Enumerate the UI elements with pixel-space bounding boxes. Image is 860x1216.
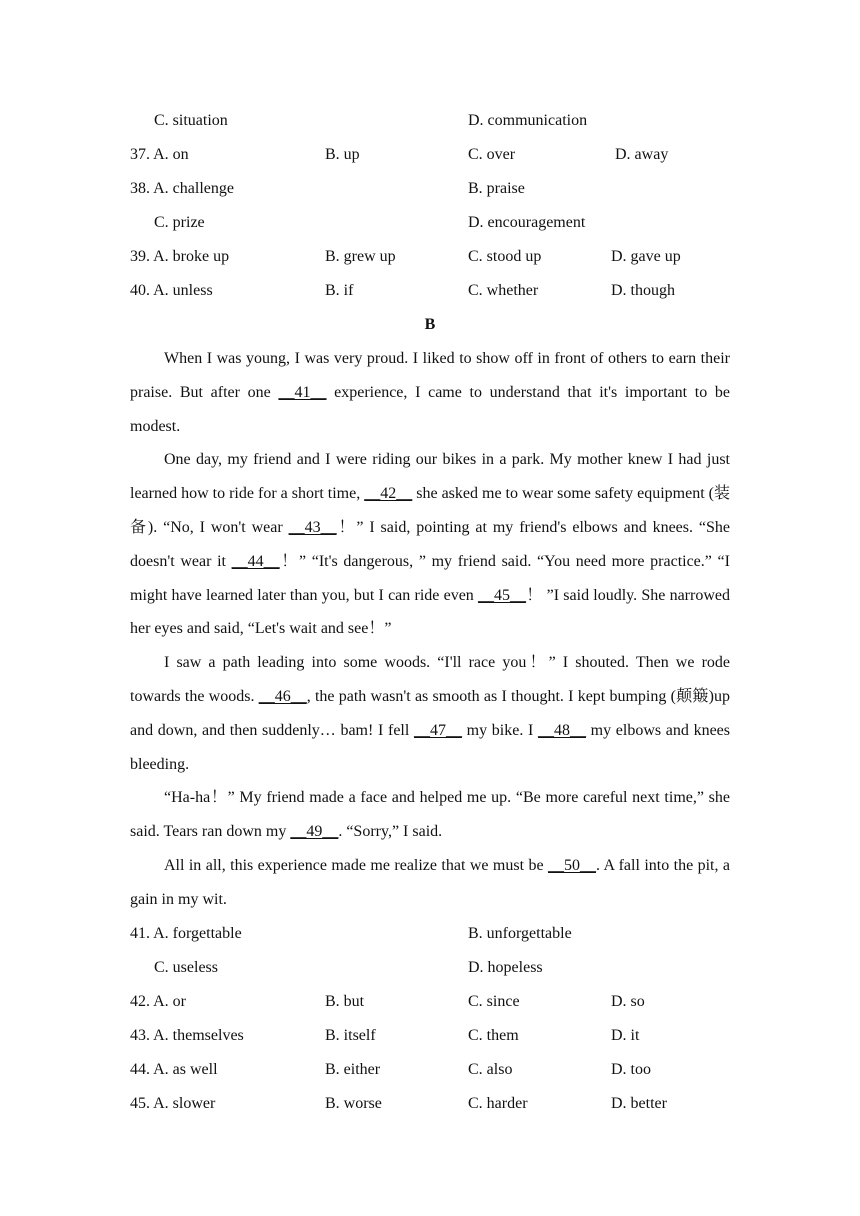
passage-paragraph-4 [130, 781, 730, 849]
answer-option: D. hopeless [468, 958, 543, 976]
answer-option: B. either [325, 1060, 381, 1078]
passage-text: One day, my friend and I were riding our bikes in a park. My mother knew I had just learned how to ride for a short time, [130, 451, 730, 503]
answer-option: C. since [468, 992, 520, 1010]
option-row [130, 1019, 730, 1053]
blank-43: __43__ [288, 518, 337, 536]
option-row [130, 240, 730, 274]
answer-option: B. up [325, 146, 360, 163]
option-row [130, 1053, 730, 1087]
passage-text: , the path wasn't as smooth as I thought. I kept bumping (颠簸)up and down, and then suddenly… bam! I fell [130, 687, 730, 739]
blank-47: __47__ [413, 721, 462, 739]
passage-text: I saw a path leading into some woods. “I'll race you！” I shouted. Then we rode towards the woods. [130, 654, 730, 705]
answer-option: 43. A. themselves [130, 1026, 244, 1044]
answer-option: B. grew up [325, 248, 396, 265]
option-row [130, 206, 730, 240]
answer-option: D. though [611, 282, 675, 299]
option-row [130, 138, 730, 172]
passage-text: . “Sorry,” I said. [338, 823, 443, 841]
passage-text: ！” I said, pointing at my friend's elbows and knees. “She doesn't wear it [130, 518, 730, 570]
passage-paragraph-2 [130, 443, 730, 646]
options-bottom-group [130, 917, 730, 1121]
answer-option: 44. A. as well [130, 1060, 218, 1078]
answer-option: C. over [468, 146, 516, 163]
answer-option: D. better [611, 1094, 667, 1112]
answer-option: C. prize [154, 214, 205, 231]
answer-option: D. communication [468, 112, 588, 129]
answer-option: C. whether [468, 282, 539, 299]
answer-option: B. if [325, 282, 354, 299]
answer-option: C. useless [154, 958, 218, 976]
blank-44: __44__ [231, 552, 280, 570]
answer-option: D. encouragement [468, 214, 586, 231]
option-row [130, 274, 730, 308]
blank-41: __41__ [278, 383, 327, 401]
passage-paragraph-1 [130, 342, 730, 443]
blank-42: __42__ [364, 485, 413, 503]
passage-text: she asked me to wear some safety equipment (装备). “No, I won't wear [130, 485, 730, 536]
option-row [130, 1087, 730, 1121]
blank-45: __45__ [478, 586, 527, 604]
passage-text: ！ ”I said loudly. She narrowed her eyes and said, “Let's wait and see！” [130, 586, 730, 638]
passage-text: my bike. I [461, 721, 538, 739]
option-row [130, 104, 730, 138]
section-title: B [424, 316, 436, 333]
answer-option: B. praise [468, 180, 525, 197]
answer-option: B. but [325, 992, 365, 1010]
passage-paragraph-5 [130, 849, 730, 917]
answer-option: D. so [611, 992, 645, 1010]
answer-option: D. away [615, 146, 669, 163]
options-top-group [130, 104, 730, 308]
answer-option: 39. A. broke up [130, 248, 230, 265]
exam-page [130, 104, 730, 1121]
passage-text: “Ha-ha！” My friend made a face and helped me up. “Be more careful next time,” she said. Tears ran down my [130, 789, 730, 841]
option-row [130, 172, 730, 206]
passage-text: my elbows and knees bleeding. [130, 721, 730, 773]
passage-text: experience, I came to understand that it's important to be modest. [130, 383, 730, 435]
blank-48: __48__ [538, 721, 586, 739]
passage-text: When I was young, I was very proud. I liked to show off in front of others to earn their praise. But after one [130, 350, 730, 401]
answer-option: C. them [468, 1026, 519, 1044]
answer-option: 41. A. forgettable [130, 924, 242, 942]
passage-text: ！” “It's dangerous, ” my friend said. “You need more practice.” “I might have learned later than you, but I can ride even [130, 552, 730, 604]
answer-option: C. stood up [468, 248, 542, 265]
blank-46: __46__ [258, 687, 307, 705]
answer-option: 37. A. on [130, 146, 189, 163]
answer-option: 42. A. or [130, 992, 186, 1010]
answer-option: 38. A. challenge [130, 180, 234, 197]
answer-option: D. too [611, 1060, 651, 1078]
answer-option: C. harder [468, 1094, 528, 1112]
answer-option: D. gave up [611, 248, 681, 265]
blank-50: __50__ [547, 856, 596, 874]
passage-paragraph-3 [130, 646, 730, 781]
blank-49: __49__ [290, 823, 339, 841]
passage-text: . A fall into the pit, a gain in my wit. [130, 856, 731, 908]
answer-option: C. also [468, 1060, 513, 1078]
option-row [130, 917, 730, 951]
option-row [130, 951, 730, 985]
answer-option: 40. A. unless [130, 282, 213, 299]
option-row [130, 985, 730, 1019]
answer-option: B. itself [325, 1026, 376, 1044]
answer-option: 45. A. slower [130, 1094, 216, 1112]
answer-option: B. unforgettable [468, 924, 572, 942]
answer-option: B. worse [325, 1094, 382, 1112]
answer-option: C. situation [154, 112, 228, 129]
passage-text: All in all, this experience made me realize that we must be [164, 856, 548, 874]
answer-option: D. it [611, 1026, 640, 1044]
